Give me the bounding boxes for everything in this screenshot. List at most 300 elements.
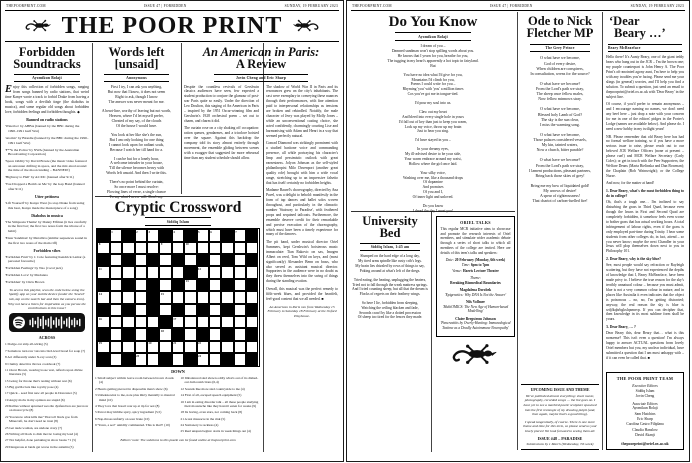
review-paragraph: Madame Baurel's choreography, directed by Ana Pavel, was a delight to behold: manifestly in the form of tap dances and ballet solos woven throughout, and particularly in the climactic number 'Stairway to Paradise', with feathered props and sequined tailcoats. Furthermore, the ensemble deserve credit for their remarkable and precise execution of the choreography, which must have been a timely experience for many of the dancers. xyxy=(266,188,338,237)
crossword-black-cell xyxy=(147,304,159,316)
team-box xyxy=(606,372,684,449)
poem-line: He knows that I yearn for you, breathe for you, xyxy=(397,54,469,59)
crossword-black-cell xyxy=(159,316,171,328)
poem-line: I'd pour my soul into us. xyxy=(414,101,452,106)
crossword-cell[interactable] xyxy=(184,341,196,353)
crossword-black-cell xyxy=(159,353,171,365)
theme-value: Breaking Biomedical Boundaries xyxy=(450,280,501,285)
poem-line: And promises xyxy=(422,185,444,190)
crossword-cell[interactable] xyxy=(234,279,246,291)
poem-stanza xyxy=(351,254,429,273)
poem-line: First I try, I can ask you anything, xyxy=(110,85,163,90)
article-dear-beary xyxy=(606,12,684,450)
crossword-cell[interactable] xyxy=(147,316,159,328)
detail-label: Time: xyxy=(461,263,470,268)
crossword-cell[interactable] xyxy=(110,304,122,316)
crossword-cell[interactable] xyxy=(122,316,134,328)
crossword-cell[interactable] xyxy=(147,341,159,353)
talk-title: 'Pancreatitis by Overly-Hunting: Immunological Teatime as a Deadly Autoimmune Neuropathy' xyxy=(440,321,511,331)
crossword-cell[interactable] xyxy=(234,316,246,328)
poem-line: Flocks of regrets on their feathery wings. xyxy=(359,292,421,297)
beary-paragraph: Hello there! It's Aunty Beary, one of the giant teddy bears who hang out in the JCR – I'm the brown one; my purple counterpart is John Henry A. The Poor Print's oft-anointed agony aunt, I'm here to help you with any troubles you're facing. Please send me your slings (in general) worries, and I'll help you find a solution. To submit a question, just send an email to thepoorprint@oriel.ox.ac.uk with 'Dear Beary' in the subject line. xyxy=(606,55,684,99)
crossword-cell[interactable] xyxy=(246,341,258,353)
crossword-cell[interactable] xyxy=(184,279,196,291)
crossword-clue: 1 Dodge-car strip all-wiring (5) xyxy=(5,342,48,347)
crossword-clue: 11 Oscar Brown, wearing loose vest, reflects upon divine literature (5) xyxy=(5,367,83,377)
crossword-cell[interactable] xyxy=(159,279,171,291)
song-section-heading: Diabolus in musica xyxy=(31,213,63,218)
crossword-cell[interactable] xyxy=(221,266,233,278)
crossword-cell[interactable] xyxy=(209,304,221,316)
crossword-cell-number: 12 xyxy=(198,267,202,272)
crossword-cell[interactable] xyxy=(135,279,147,291)
talk-entry xyxy=(441,288,511,298)
upcoming-title: UPCOMING ISSUE AND THEME xyxy=(530,387,590,392)
detail-value: 6pm to 7pm xyxy=(470,263,490,268)
crossword-cell[interactable] xyxy=(184,328,196,340)
poem-stanza xyxy=(521,81,599,102)
poem-line: I'd have stayed in you – xyxy=(415,138,451,143)
crossword-cell[interactable] xyxy=(209,353,221,365)
poem-line: A spear of righteousness! xyxy=(540,193,580,199)
crossword-clue: 13 Going for throne that's resting without rest (6) xyxy=(5,378,72,383)
crossword-black-cell xyxy=(122,353,134,365)
crossword-cell[interactable] xyxy=(197,229,209,241)
article-byline: Beary McBearface xyxy=(608,44,682,53)
song-section-heading: Banned on radio stations xyxy=(26,118,68,123)
crossword-clue: 21 A test massacre in the rink (5) xyxy=(180,416,226,421)
poem-line: Those palaces considered vessels, xyxy=(533,137,587,143)
crossword-cell[interactable] xyxy=(159,341,171,353)
talks-list xyxy=(441,288,511,331)
song-entry: 'Forbidden Feelings' by Nao (vocal jazz) xyxy=(5,266,63,271)
crossword-black-cell xyxy=(246,328,258,340)
lizard-icon xyxy=(23,18,55,33)
song-section xyxy=(5,118,89,191)
crossword-black-cell xyxy=(197,328,209,340)
poem-line: Of you and I, xyxy=(423,190,443,195)
poem-stanza xyxy=(351,44,515,68)
crossword-cell[interactable] xyxy=(110,254,122,266)
crossword-cell[interactable] xyxy=(122,266,134,278)
poem-line: The sheep once fellow males, xyxy=(536,91,584,97)
crossword-cell[interactable] xyxy=(110,353,122,365)
poem-line: Tried eating, the heating, unplugging the heaters, xyxy=(353,277,427,282)
crossword-cell[interactable] xyxy=(147,229,159,241)
poem-stanza xyxy=(95,109,178,129)
crossword-cell[interactable] xyxy=(246,316,258,328)
crossword-clue: 7 Somehow turn raw vats into bird-level bread for soup (7) xyxy=(5,348,86,353)
issue-label: ISSUE 47 | FORBIDDEN xyxy=(489,4,533,8)
crossword-cell[interactable] xyxy=(221,242,233,254)
crossword-cell[interactable] xyxy=(135,353,147,365)
song-entry: 'Highway to Hell' by AC/DC (banned after 9/11) xyxy=(5,175,74,180)
poem-line: But now that I know, it does not seem xyxy=(107,90,166,95)
crossword-cell[interactable] xyxy=(135,341,147,353)
poem-line: But xyxy=(430,63,436,68)
review-paragraph: The pit band, under musical director Oriel Summers, kept Gershwin's boisterous music immaculate: Tian Rakovic on sax, Imogen Albert on reed, Tom Wild on keys, and (most significantly) Alexander Benn on brass, who also served as assistant musical director. Supporters in the audience were in no doubt as they threw themselves into the swing of things during the standing ovation. xyxy=(266,239,338,284)
poem-line: O what have we become? xyxy=(539,157,581,163)
crossword-black-cell xyxy=(197,304,209,316)
crossword-cell[interactable] xyxy=(135,266,147,278)
talk-details xyxy=(441,258,511,273)
article-title: Forbidden Soundtracks xyxy=(13,44,81,72)
upcoming-paragraph: We've published almost everything: sheet music, photography, recorded songs … the list goes on. I have yet to see a marbled poetic sculpture spawned into the first rectangle of my drawing pulpit (and, then again, maybe that's a good thing). xyxy=(523,393,597,417)
crossword-grid[interactable] xyxy=(96,228,259,366)
song-entry: 'Forbidden Fruit' by J. Cole featuring Kendrick Lamar (a personal favourite) xyxy=(5,254,86,264)
crossword-cell[interactable] xyxy=(246,242,258,254)
team-member: David Akanji xyxy=(635,433,655,438)
crossword-cell[interactable] xyxy=(97,291,109,303)
crossword-clue: 9 'Yawn, a sec!' untidily commented. This is that?! (10) xyxy=(95,422,170,427)
poem-line: You have no idea what I'd give for you, xyxy=(403,72,463,77)
poem-line: From the Lord's path we stray, xyxy=(536,86,584,92)
theme-label: Theme: xyxy=(470,276,481,281)
crossword-cell[interactable] xyxy=(197,266,209,278)
review-column-right xyxy=(266,85,338,452)
crossword-cell-number: 5 xyxy=(198,229,200,234)
crossword-cell-number: 16 xyxy=(98,316,102,321)
crossword-cell-number: 23 xyxy=(136,353,140,358)
crossword-clue: 2 Hearts getting pierced in disposable man's show (6) xyxy=(95,386,168,391)
crossword-black-cell xyxy=(159,229,171,241)
poem-stanza xyxy=(351,147,515,167)
talk-title: 'MultiOMICS: The New Age of Human-based Modelling' xyxy=(442,304,509,314)
song-entry: 'Atomic' by Blondie (banned by the BBC during the 1990–1991 Gulf War) xyxy=(5,136,89,145)
poem-stanza xyxy=(351,171,515,200)
crossword-cell[interactable] xyxy=(135,229,147,241)
crossword-cell[interactable] xyxy=(135,254,147,266)
upcoming-paragraph: I speak tangentially, of course. There is one more theme and time for this term, so please send us your lovely pieces! We look forward to seeing them all. xyxy=(523,419,597,433)
crossword-clue: 17 Quick – seed first new all people in Doncaster (5) xyxy=(5,391,77,396)
oriel-talks-box xyxy=(436,216,515,338)
crossword-cell-number: 1 xyxy=(111,229,113,234)
contact-email[interactable]: thepoorprint@oriel.ox.ac.uk xyxy=(621,441,669,446)
poem-line: O what have we become, xyxy=(540,55,580,61)
submission-deadline: Submissions by 1 March (Wednesday, 7th week) xyxy=(526,442,594,446)
poem-line: I can be but for a lonely hour, xyxy=(114,156,159,161)
poem-line: The tugging in my heart's apparently a hot topic in fairyland. xyxy=(387,58,479,63)
poem-stanza xyxy=(351,278,429,297)
crossword-cell[interactable] xyxy=(184,304,196,316)
crossword-cell[interactable] xyxy=(110,279,122,291)
crossword-black-cell xyxy=(221,254,233,266)
poem-line: In consultation, wrens for the source? xyxy=(530,70,590,76)
playlist-note: To access this playlist, scan the code below using the Spotify app on your mobile device (under the 'Search' tab, tap on the search bar and then the camera icon). Why not have a listen for inspiration as you peruse the contributions in this issue? xyxy=(8,287,86,311)
song-entry: 'You Dropped a Bomb on Me' by the Gap Band (banned after 9/11) xyxy=(5,182,85,192)
crossword-cell-number: 20 xyxy=(148,341,152,346)
crossword-clue: 26 Writing all black to dish movie: losing my lead (4) xyxy=(5,431,78,436)
article-do-you-know xyxy=(351,15,515,211)
beary-question: 3. Dear Beary, … ? xyxy=(606,325,636,330)
crossword-cell[interactable] xyxy=(209,291,221,303)
crossword-cell[interactable] xyxy=(234,304,246,316)
article-byline: Ayomikun Bolaji xyxy=(14,74,80,83)
crossword-cell[interactable] xyxy=(234,341,246,353)
crossword-cell[interactable] xyxy=(209,316,221,328)
crossword-cell[interactable] xyxy=(209,328,221,340)
team-member: Ayomikun Bolaji xyxy=(632,406,658,411)
poem-line: Just to hear you sing. xyxy=(417,129,449,134)
article-byline: Jovin Cheng and Eric Sharp xyxy=(214,74,308,83)
article-byline: Siddiq Islam, 1:45 am xyxy=(360,243,420,252)
crossword-cell[interactable] xyxy=(172,316,184,328)
crossword-clue: 29 Dangerous at lands get worse in the autumn (5) xyxy=(5,444,74,449)
beary-title-1: ‘Dear xyxy=(609,13,640,28)
page2-column-1 xyxy=(351,12,515,450)
crossword-cell-number: 2 xyxy=(136,229,138,234)
crossword-clue: 3 Unbeknownst to me, note plus thirty mentally to musical mind (10) xyxy=(95,393,175,402)
crossword-cell[interactable] xyxy=(159,266,171,278)
article-byline: Anonymous xyxy=(104,74,169,83)
crossword-black-cell xyxy=(97,229,109,241)
crossword-cell[interactable] xyxy=(147,353,159,365)
review-paragraph: The curtain rose on a city shaking off occupation: ration queues, gendarmes, and a tricolore hoisted over the square. Against this backdrop the company told its story almost entirely through movement, the ensemble gliding between scenes with a swagger that suggested far more rehearsal time than any student schedule should allow. xyxy=(184,126,259,160)
crossword-cell[interactable] xyxy=(122,291,134,303)
crossword-cell[interactable] xyxy=(135,291,147,303)
exec-editors-label: Executive Editors xyxy=(632,383,658,388)
poem-line: God of every desire, xyxy=(543,60,577,66)
crossword-editors-note: Editors' note: The solutions to this puzzle can be found online at thepoorprint.com xyxy=(120,437,236,442)
crossword-cell[interactable] xyxy=(234,242,246,254)
beary-paragraph: Of course, if you'd prefer to remain anonymous – and I encourage naming no names, we don't need any beef here – just drop a note with your concern for me in one of the editors' pidges in the Porter's Lodge (names are available below). And please do. I need a new hobby in my twilight years! xyxy=(606,102,684,131)
crossword-clue: 9 Clumsy detective throws cookbook (7) xyxy=(5,361,61,366)
poem-line: The answer was never meant for me. xyxy=(108,100,165,105)
article-ode-nick-fletcher xyxy=(521,12,599,450)
crossword-cell-number: 18 xyxy=(160,329,164,334)
poem-line: I'd fall out of key than just to keep you warm, xyxy=(398,119,468,124)
crossword-cell[interactable] xyxy=(197,341,209,353)
beary-body xyxy=(606,55,684,369)
team-member: Eric Sharp xyxy=(637,417,653,422)
crossword-cell[interactable] xyxy=(209,266,221,278)
crossword-cell[interactable] xyxy=(97,266,109,278)
poem-stanza xyxy=(351,73,515,97)
poem-line: And bleed into every single hole in yours xyxy=(402,114,464,119)
crossword-cell[interactable] xyxy=(97,341,109,353)
crossword-cell[interactable] xyxy=(209,229,221,241)
song-section xyxy=(5,249,89,285)
site-url: THEPOORPRINT.COM xyxy=(352,4,392,8)
poem-line: Now fellow minnows stray. xyxy=(538,96,582,102)
poem-line: When children are conspirers, xyxy=(536,65,584,71)
article-byline: Ayomikun Bolaji xyxy=(395,32,471,41)
crossword-cell[interactable] xyxy=(135,328,147,340)
poem-line: Bring me my bow of liquidated gold! xyxy=(530,182,590,188)
beary-qa xyxy=(606,257,684,322)
column-divider xyxy=(602,12,603,450)
column-divider xyxy=(517,12,518,450)
crossword-cell[interactable] xyxy=(246,291,258,303)
team-member: Jovin Cheng xyxy=(635,394,655,398)
crossword-cell[interactable] xyxy=(135,316,147,328)
crossword-black-cell xyxy=(172,279,184,291)
crossword-clue: 4 They love that bread: rear up at tip for sex (8) xyxy=(95,403,160,408)
crossword-black-cell xyxy=(246,279,258,291)
crossword-cell[interactable] xyxy=(110,328,122,340)
poem-line: I lament productions, pleasant partners, xyxy=(528,167,592,173)
crossword-clue: 27 Not helpful, done partaking in show beans +1 (5) xyxy=(5,438,77,443)
song-entry: 'Space Oddity' by David Bowie (the music video featured an astronaut drifting in space, and the mix aired around the time of the moon landing – BANNED!) xyxy=(5,159,87,173)
crossword-black-cell xyxy=(221,353,233,365)
crossword-cell[interactable] xyxy=(147,266,159,278)
crossword-black-cell xyxy=(97,328,109,340)
column-divider xyxy=(263,43,264,452)
crossword-cell[interactable] xyxy=(172,353,184,365)
crossword-cell[interactable] xyxy=(122,341,134,353)
crossword-cell[interactable] xyxy=(172,266,184,278)
crossword-cell[interactable] xyxy=(234,353,246,365)
poem-stanza xyxy=(521,106,599,127)
crossword-cell-number: 7 xyxy=(235,229,237,234)
crossword-cell[interactable] xyxy=(159,304,171,316)
poem-line: Words left unsaid. And then I write this. xyxy=(106,171,167,176)
crossword-black-cell xyxy=(221,328,233,340)
crossword-cell-number: 3 xyxy=(148,229,150,234)
poem-stanza xyxy=(521,183,599,204)
crossword-cell[interactable] xyxy=(221,291,233,303)
crossword-cell[interactable] xyxy=(159,254,171,266)
crossword-cell[interactable] xyxy=(246,266,258,278)
crossword-byline: Siddiq Islam xyxy=(145,217,211,226)
poem-line: Seconds crawl by like a dotted procession xyxy=(359,310,421,315)
crossword-cell-number: 19 xyxy=(98,341,102,346)
crossword-black-cell xyxy=(184,353,196,365)
crossword-black-cell xyxy=(97,254,109,266)
crossword-cell[interactable] xyxy=(184,291,196,303)
crossword-black-cell xyxy=(147,254,159,266)
poem-stanza xyxy=(521,55,599,76)
talk-speaker: Nils Vollmer xyxy=(465,299,486,304)
oriel-talks-title: ORIEL TALKS xyxy=(460,219,491,225)
poem-line: My ill-advised desire to be your side, xyxy=(405,152,461,157)
crossword-cell[interactable] xyxy=(184,242,196,254)
poem-stanza xyxy=(521,157,599,178)
across-clues xyxy=(5,342,89,448)
crossword-clue: 25 Reel unspun begins: starts in week things out (4) xyxy=(180,429,251,434)
crossword-cell[interactable] xyxy=(209,279,221,291)
crossword-cell[interactable] xyxy=(110,266,122,278)
poem-line: Poems I could write for you – xyxy=(410,82,456,87)
poem xyxy=(95,85,178,199)
beary-paragraph: And now, for the matter at hand! xyxy=(606,181,655,186)
crossword-cell-number: 10 xyxy=(185,242,189,247)
crossword-cell[interactable] xyxy=(122,242,134,254)
poem-line: My brain lies drizzled by rows of things to say, xyxy=(355,264,425,269)
crossword-cell[interactable] xyxy=(197,242,209,254)
review-paragraph: Conrad Diamond was strikingly prominent with a studied baritone voice and commanding presence, all while portraying his character's limp and pessimistic outlook with great earnestness. Jolyon Johnson as the self-styled philanthropist Milo Davenport (another great quality role) brought with him a wide vocal range, stretching up to an impressive falsetto that has itself certainly no forbidden heights. xyxy=(266,141,338,185)
article-title: University Bed xyxy=(362,213,418,241)
crossword-cell[interactable] xyxy=(110,341,122,353)
oriel-talks-intro: This regular MCR initiative aims to showcase and promote the research interests of Oriel members, and stimulate wider academic debate through a series of short talks to which all members of the college are invited. Here are details of this term's talks and speakers: xyxy=(440,226,511,255)
crossword-cell[interactable] xyxy=(184,254,196,266)
poem-line: I miss the warming song. xyxy=(540,121,580,127)
poem-line: I dread the day I meet you! xyxy=(412,208,454,213)
article-forbidden-soundtracks xyxy=(5,43,89,452)
crossword-cell[interactable] xyxy=(110,316,122,328)
crossword-cell[interactable] xyxy=(209,254,221,266)
poem-line: There's no point behind the curtain, xyxy=(109,180,164,185)
crossword-cell[interactable] xyxy=(97,242,109,254)
crossword-cell[interactable] xyxy=(209,341,221,353)
poem xyxy=(351,44,515,213)
poem-line: A heart-line, worthy of leaving but not worth, xyxy=(101,109,172,114)
date-label: SUNDAY, 19 FEBRUARY 2023 xyxy=(630,4,684,8)
crossword-cell[interactable] xyxy=(234,229,246,241)
poem-stanza xyxy=(351,110,515,134)
crossword-cell[interactable] xyxy=(110,291,122,303)
crossword-cell[interactable] xyxy=(197,291,209,303)
poem-line: Blessed holy Lamb of God? xyxy=(537,111,583,117)
poem-line: I dream of you – xyxy=(420,44,446,49)
crossword-cell[interactable] xyxy=(234,291,246,303)
page-2 xyxy=(346,0,690,462)
crossword-clue: 18 Its boring, even stars, not coming back (8) xyxy=(180,410,243,415)
crossword-cell[interactable] xyxy=(172,341,184,353)
poem-line: That chariot of carbon-fuelled fire! xyxy=(532,198,588,204)
song-entry: 'Forbidden' by Chris Brown xyxy=(5,280,45,285)
crossword-cell[interactable] xyxy=(172,242,184,254)
poem-line: Your silky voice, xyxy=(420,170,446,175)
poem-line: O what have we become? xyxy=(539,80,581,86)
crossword-cell[interactable] xyxy=(234,328,246,340)
crossword-cell-number: 24 xyxy=(198,353,202,358)
crossword-cell[interactable] xyxy=(135,304,147,316)
crossword-cell[interactable] xyxy=(159,291,171,303)
crossword-cell[interactable] xyxy=(197,316,209,328)
crossword-black-cell xyxy=(184,266,196,278)
crossword-cell[interactable] xyxy=(221,341,233,353)
crossword-cell-number: 4 xyxy=(173,229,175,234)
crossword-cell[interactable] xyxy=(234,266,246,278)
crossword-clue: 15 Big gorilla bats like royalty pose (4) xyxy=(5,384,59,389)
assoc-editors-label: Associate Editors xyxy=(632,401,658,406)
crossword-cell[interactable] xyxy=(172,229,184,241)
crossword-cell[interactable] xyxy=(221,316,233,328)
song-entry: 'Lift Yourself' by Kanye West (to stop Drake from using this beat, Kanye made the masterpiece of a song) xyxy=(5,201,85,210)
poem-stanza xyxy=(351,101,515,106)
song-section xyxy=(5,195,89,210)
poem xyxy=(351,254,429,320)
crossword-cell[interactable] xyxy=(209,242,221,254)
crossword-cell[interactable] xyxy=(234,254,246,266)
poem-line: Washing over me, like a thousand drops xyxy=(403,175,463,180)
crossword-cell[interactable] xyxy=(135,242,147,254)
crossword-cell[interactable] xyxy=(110,242,122,254)
crossword-cell[interactable] xyxy=(110,229,122,241)
crossword-cell[interactable] xyxy=(184,316,196,328)
crossword-cell[interactable] xyxy=(147,242,159,254)
lizard-icon xyxy=(289,18,321,33)
team-member: Siddiq Islam xyxy=(635,388,655,393)
talk-title: 'Epigenetics: Why DNA Is Not the Answer' xyxy=(444,292,507,297)
crossword-cell[interactable] xyxy=(97,316,109,328)
review-footnote: An American in Paris ran from Wednesday 15 February to Saturday 18 February at the Oxford Playhouse. xyxy=(267,304,337,318)
poem-line: Tried not to fall through the weak mattress springs. xyxy=(352,282,428,287)
crossword-cell-number: 6 xyxy=(210,229,212,234)
crossword-cell[interactable] xyxy=(197,353,209,365)
poem-line: Right to ask, though I know xyxy=(115,95,158,100)
team-title: THE POOR PRINT TEAM xyxy=(616,376,674,382)
poem-line: Cheated of my say, of the clouds xyxy=(111,119,162,124)
crossword-black-cell xyxy=(221,304,233,316)
crossword-cell[interactable] xyxy=(159,328,171,340)
poem-line: Of inner light and unloved. xyxy=(412,195,454,200)
review-title-rest: A Review xyxy=(235,57,287,72)
crossword-cell[interactable] xyxy=(172,291,184,303)
crossword-cell[interactable] xyxy=(159,242,171,254)
article-title: Do You Know xyxy=(388,13,478,30)
